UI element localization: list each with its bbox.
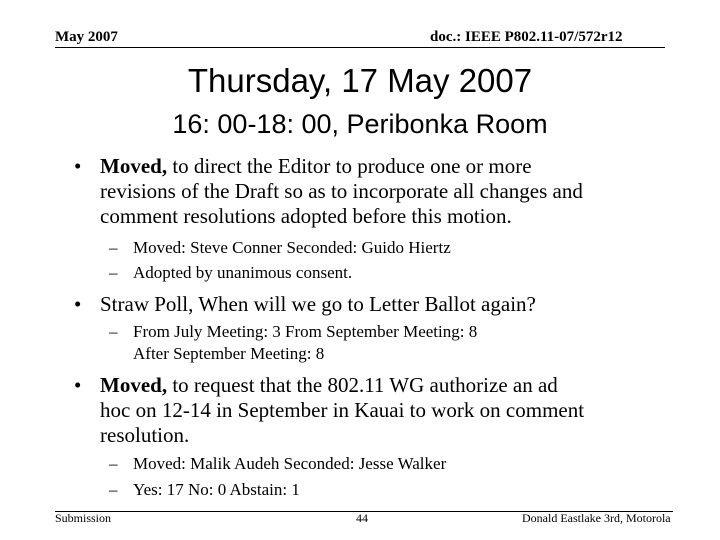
bullet-1-bold: Moved, <box>100 154 168 178</box>
bullet-2-sub-1-cont: After September Meeting: 8 <box>133 344 325 363</box>
bullet-1-line-2: revisions of the Draft so as to incorporate all changes and <box>100 179 583 203</box>
bullet-3-line-2: hoc on 12-14 in September in Kauai to work on comment <box>100 398 585 422</box>
bullet-3-text: to request that the 802.11 WG authorize an ad <box>167 373 558 397</box>
bullet-3-sub-2: Yes: 17 No: 0 Abstain: 1 <box>133 480 300 499</box>
bullet-1-line-1 <box>100 154 700 179</box>
dash-marker: – <box>109 454 118 473</box>
bullet-marker: • <box>74 292 82 316</box>
bullet-1-sub-1: Moved: Steve Conner Seconded: Guido Hiertz <box>133 238 451 257</box>
bullet-1-line-3: comment resolutions adopted before this motion. <box>100 204 512 228</box>
bullet-3-sub-1: Moved: Malik Audeh Seconded: Jesse Walker <box>133 454 447 473</box>
bullet-3-line-3: resolution. <box>100 423 190 447</box>
bullet-marker: • <box>74 373 82 397</box>
dash-marker: – <box>109 263 118 282</box>
footer-page-number: 44 <box>356 511 368 525</box>
bullet-3-bold: Moved, <box>100 373 168 397</box>
slide-subtitle: 16: 00-18: 00, Peribonka Room <box>172 109 548 139</box>
bullet-2-sub-1: From July Meeting: 3 From September Meeting: 8 <box>133 322 478 341</box>
footer-submission: Submission <box>55 511 112 525</box>
header-date: May 2007 <box>55 29 118 45</box>
bullet-1-sub-2: Adopted by unanimous consent. <box>133 263 353 282</box>
bullet-3-line-1 <box>100 373 700 398</box>
header-divider <box>55 47 665 48</box>
slide-title: Thursday, 17 May 2007 <box>187 62 533 99</box>
header-doc-id: doc.: IEEE P802.11-07/572r12 <box>430 29 623 45</box>
dash-marker: – <box>109 238 118 257</box>
footer-author: Donald Eastlake 3rd, Motorola <box>522 511 671 525</box>
bullet-1-text: to direct the Editor to produce one or more <box>167 154 532 178</box>
bullet-marker: • <box>74 154 82 178</box>
dash-marker: – <box>109 322 118 341</box>
bullet-2-line-1: Straw Poll, When will we go to Letter Ballot again? <box>100 292 536 316</box>
dash-marker: – <box>109 480 118 499</box>
